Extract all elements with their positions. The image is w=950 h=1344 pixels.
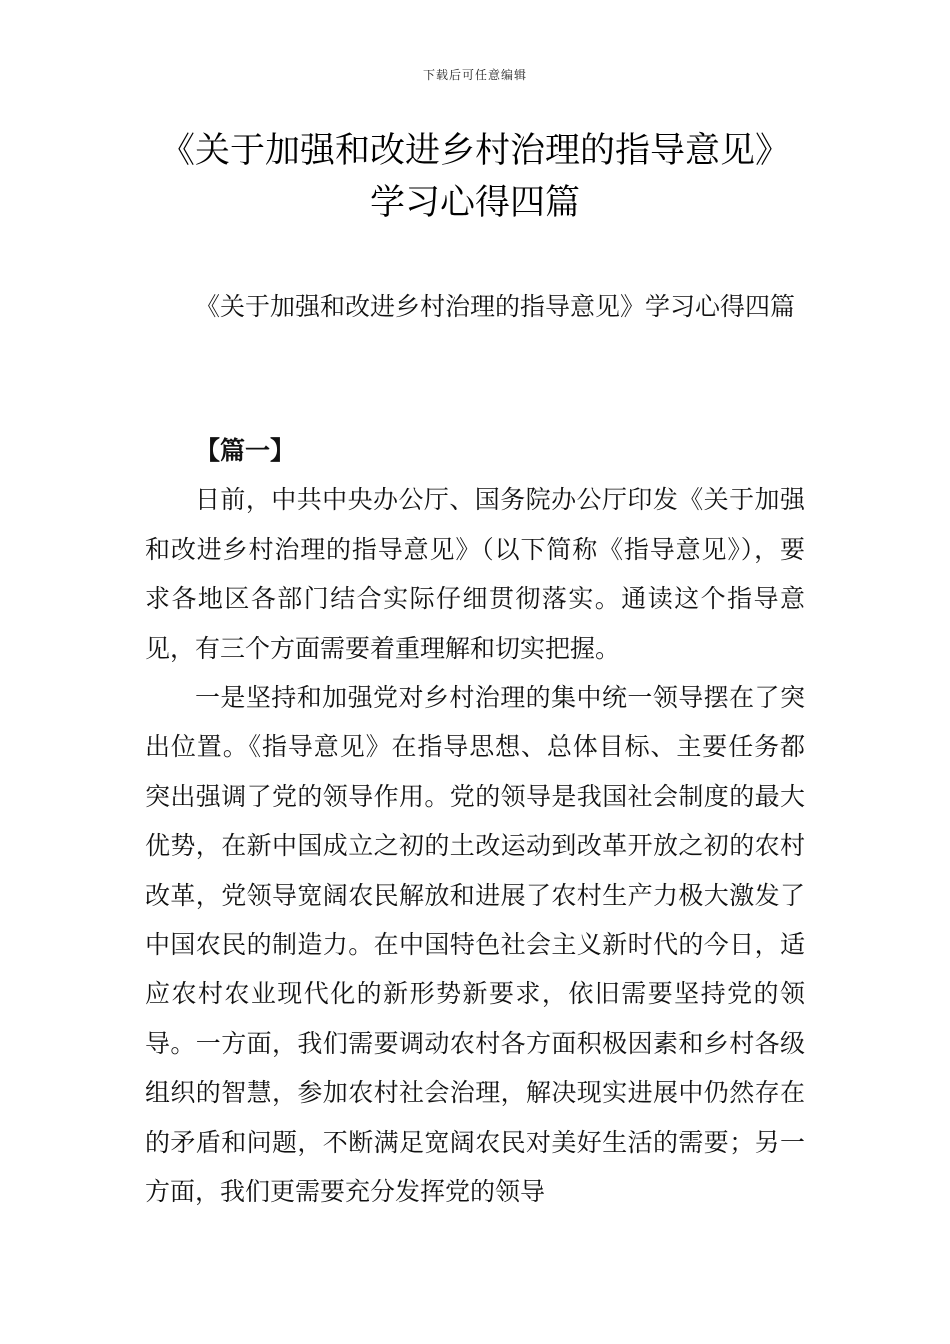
body-paragraph-2: 一是坚持和加强党对乡村治理的集中统一领导摆在了突出位置。《指导意见》在指导思想、总体目标、主要任务都突出强调了党的领导作用。党的领导是我国社会制度的最大优势，在新中国成立之初的土改运动到改革开放之初的农村改革，党领导宽阔农民解放和进展了农村生产力极大激发了中国农民的制造力。在中国特色社会主义新时代的今日，适应农村农业现代化的新形势新要求，依旧需要坚持党的领导。一方面，我们需要调动农村各方面积极因素和乡村各级组织的智慧，参加农村社会治理，解决现实进展中仍然存在的矛盾和问题，不断满足宽阔农民对美好生活的需要；另一方面，我们更需要充分发挥党的领导	[145, 683, 805, 1207]
document-title-line-1: 《关于加强和改进乡村治理的指导意见》	[159, 131, 790, 171]
header-note: 下载后可任意编辑	[422, 68, 527, 82]
section-one	[145, 426, 805, 1217]
section-label: 【篇一】	[195, 436, 296, 465]
document-title-line-2: 学习心得四篇	[369, 183, 580, 223]
subtitle-paragraph: 《关于加强和改进乡村治理的指导意见》学习心得四篇	[195, 292, 796, 321]
body-paragraph-1: 日前，中共中央办公厅、国务院办公厅印发《关于加强和改进乡村治理的指导意见》（以下简称《指导意见》），要求各地区各部门结合实际仔细贯彻落实。通读这个指导意见，有三个方面需要着重理解和切实把握。	[145, 485, 805, 663]
subtitle-block	[145, 282, 805, 331]
